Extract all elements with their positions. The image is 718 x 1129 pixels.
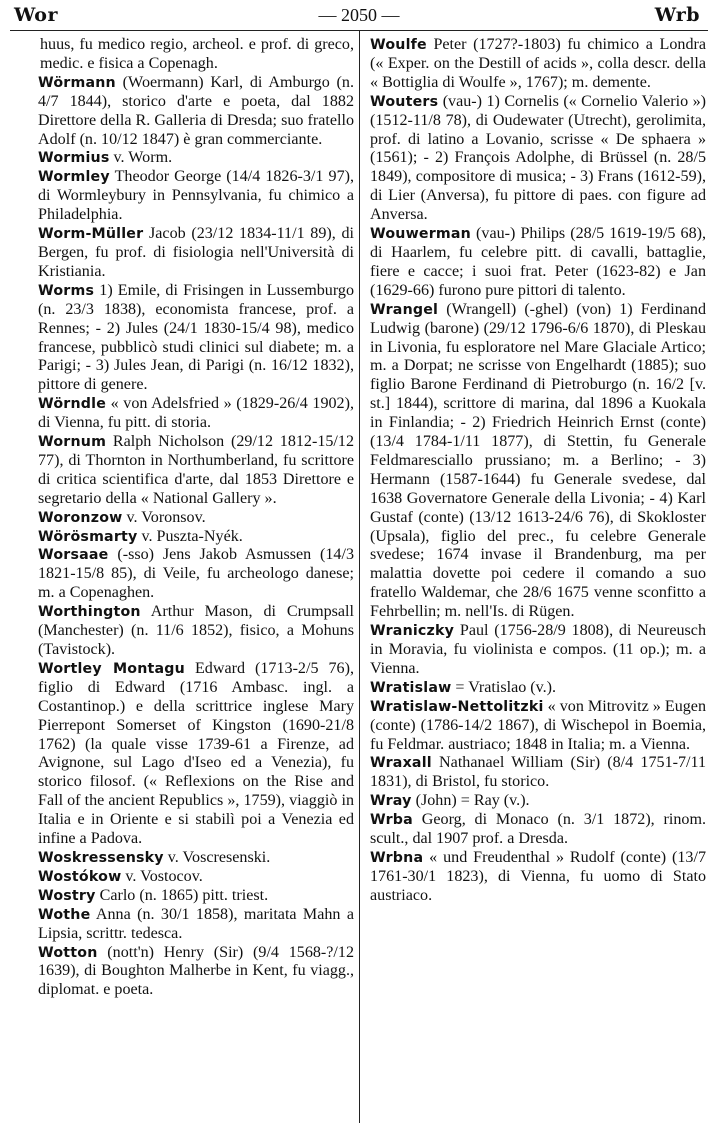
- dictionary-entry: [370, 622, 706, 679]
- entry-text: « und Freudenthal » Rudolf (conte) (13/7 1761-30/1 1823), di Vienna, fu uomo di Stato austriaco.: [370, 848, 706, 904]
- entry-headword: Wostry: [38, 887, 96, 904]
- dictionary-entry: [370, 754, 706, 792]
- dictionary-entry: [38, 149, 354, 168]
- entry-headword: Wornum: [38, 434, 107, 451]
- entry-headword: Wray: [370, 793, 412, 810]
- dictionary-entry: [370, 792, 706, 811]
- dictionary-entry: [38, 887, 354, 906]
- dictionary-entry: [370, 698, 706, 755]
- entry-text: (-sso) Jens Jakob Asmussen (14/3 1821-15/8 85), di Veile, fu archeologo danese; m. a Copenaghen.: [38, 546, 354, 602]
- entry-headword: Wraniczky: [370, 623, 455, 640]
- dictionary-entry: [370, 93, 706, 225]
- entry-text: Georg, di Monaco (n. 3/1 1872), rinom. scult., dal 1907 prof. a Dresda.: [370, 811, 706, 848]
- page-header: [10, 4, 708, 30]
- entry-headword: Woronzow: [38, 509, 123, 526]
- page-number: — 2050 —: [318, 5, 400, 25]
- entry-headword: Wrbna: [370, 849, 424, 866]
- left-column: [40, 36, 354, 1000]
- entry-text: (John) = Ray (v.).: [411, 792, 530, 810]
- entry-headword: Worthington: [38, 604, 141, 621]
- entry-text: Theodor George (14/4 1826-3/1 97), di Wormleybury in Pennsylvania, fu chimico a Philadelphia.: [38, 168, 354, 224]
- dictionary-entry: [38, 944, 354, 1001]
- dictionary-entry: [38, 395, 354, 433]
- entry-headword: Wotton: [38, 944, 98, 961]
- entry-text: Nathanael William (Sir) (8/4 1751-7/11 1831), di Bristol, fu storico.: [370, 754, 706, 791]
- dictionary-entry: [38, 168, 354, 225]
- entry-text: Arthur Mason, di Crumpsall (Manchester) (n. 11/6 1852), fisico, a Mohuns (Tavistock).: [38, 603, 354, 658]
- entry-text: Jacob (23/12 1834-11/1 89), di Bergen, fu prof. di fisiologia nell'Università di Kristiania.: [38, 225, 354, 280]
- right-column: [370, 36, 706, 906]
- column-divider: [359, 31, 360, 1123]
- dictionary-entry: [370, 36, 706, 93]
- header-last-word: Wrb: [654, 4, 700, 26]
- entry-headword: Wraxall: [370, 755, 432, 772]
- entry-headword: Wortley Montagu: [38, 660, 185, 677]
- continuation-text: huus, fu medico regio, archeol. e prof. di greco, medic. e fisica a Copenagh.: [40, 36, 354, 72]
- dictionary-entry: [38, 528, 354, 547]
- entry-text: « von Mitrovitz » Eugen (conte) (1786-14/2 1867), di Wischepol in Boemia, fu Feldmar. austriaco; 1848 in Italia; m. a Vienna.: [370, 697, 706, 753]
- entry-text: = Vratislao (v.).: [451, 678, 557, 696]
- entry-text: Paul (1756-28/9 1808), di Neureusch in Moravia, fu violinista e compos. (11 op.); m. a Vienna.: [370, 622, 706, 677]
- entry-text: Edward (1713-2/5 76), figlio di Edward (1716 Ambasc. ingl. a Costantinop.) e della scrittrice inglese Mary Pierrepont Somerset of Kingston (1690-21/8 1762) (la quale visse 1739-61 a Firenze, ad Avignone, sul Lago d'Iseo ed a Venezia), fu storico filosof. (« Reflexions on the Rise and Fall of the ancient Republics », 1759), viaggiò in Italia e in Oriente e si stabilì poi a Venezia ed infine a Padova.: [38, 659, 354, 848]
- entry-headword: Wouters: [370, 93, 439, 110]
- dictionary-entry: [38, 74, 354, 150]
- entry-headword: Worms: [38, 282, 95, 299]
- entry-headword: Wrba: [370, 812, 413, 829]
- entry-headword: Worm-Müller: [38, 226, 144, 243]
- entry-text: v. Voscresenski.: [163, 848, 271, 866]
- entry-text: v. Puszta-Nyék.: [137, 527, 243, 545]
- dictionary-entry: [370, 225, 706, 301]
- entry-headword: Woskressensky: [38, 849, 164, 866]
- entry-headword: Wrangel: [370, 301, 439, 318]
- dictionary-entry: [38, 282, 354, 395]
- entry-headword: Wratislaw: [370, 679, 452, 696]
- entry-text: v. Vostocov.: [121, 867, 203, 885]
- dictionary-entry: [370, 849, 706, 906]
- entry-text: v. Worm.: [109, 149, 173, 167]
- entry-text: « von Adelsfried » (1829-26/4 1902), di Vienna, fu pitt. di storia.: [38, 395, 354, 432]
- entry-text: Ralph Nicholson (29/12 1812-15/12 77), di Thornton in Northumberland, fu scrittore di critica scientifica d'arte, dal 1853 Direttore e segretario della « National Gallery ».: [38, 433, 354, 507]
- dictionary-entry: [38, 660, 354, 849]
- entry-headword: Worsaae: [38, 547, 109, 564]
- dictionary-entry: [370, 811, 706, 849]
- entry-text: Anna (n. 30/1 1858), maritata Mahn a Lipsia, scrittr. tedesca.: [38, 905, 354, 942]
- entry-text: Carlo (n. 1865) pitt. triest.: [95, 886, 269, 904]
- entry-text: (vau-) Philips (28/5 1619-19/5 68), di Haarlem, fu celebre pitt. di cavalli, battaglie, fiere e cacce; i suoi frat. Peter (1623-82) e Jan (1629-66) furono pure pittori di talento.: [370, 225, 706, 299]
- entry-text: 1) Emile, di Frisingen in Lussemburgo (n. 23/3 1838), economista francese, prof. a Rennes; - 2) Jules (24/1 1830-15/4 98), medico francese, pubblicò studi clinici sul diabete; m. a Parigi; - 3) Jules Jean, di Parigi (n. 16/12 1832), pittore di genere.: [38, 281, 354, 394]
- entry-headword: Wormley: [38, 169, 110, 186]
- entry-headword: Wouwerman: [370, 226, 471, 243]
- dictionary-entry: [370, 679, 706, 698]
- entry-text: (Wrangell) (-ghel) (von) 1) Ferdinand Ludwig (barone) (29/12 1796-6/6 1870), di Pleskau in Livonia, fu esploratore nel Mare Glaciale Artico; m. a Dorpat; ne scrisse von Engelhardt (1885); suo figlio Barone Ferdinand di Pietroburgo (n. 16/2 [v. st.] 1844), scrittore di marina, dal 1896 a Kuokala in Finlandia; - 2) Friedrich Heinrich Ernst (conte) (13/4 1784-1/11 1877), di Stettin, fu Generale Feldmaresciallo prussiano; m. a Berlino; - 3) Hermann (1587-1644) fu Generale svedese, dal 1638 Governatore Generale della Livonia; - 4) Karl Gustaf (conte) (13/12 1613-24/6 76), di Skokloster (Upsala), figlio del prec., fu celebre Generale svedese; 1674 invase il Brandenburg, ma per malattia dovette poi cedere il comando a suo fratello Waldemar, che 28/6 1675 venne sconfitto a Fehrbellin; m. nell'Is. di Rügen.: [370, 300, 706, 621]
- dictionary-entry: [370, 301, 706, 622]
- entry-headword: Wörndle: [38, 396, 107, 413]
- dictionary-entry: [38, 225, 354, 282]
- entry-text: Peter (1727?-1803) fu chimico a Londra (« Exper. on the Destill of acids », colla descr. della « Bottiglia di Woulfe », 1767); m. demente.: [370, 36, 706, 91]
- entry-text: (nott'n) Henry (Sir) (9/4 1568-?/12 1639), di Boughton Malherbe in Kent, fu viagg., diplomat. e poeta.: [38, 943, 354, 999]
- dictionary-entry: [38, 509, 354, 528]
- dictionary-entry: [38, 546, 354, 603]
- header-first-word: Wor: [14, 4, 58, 26]
- entry-text: v. Voronsov.: [122, 508, 206, 526]
- entry-headword: Wormius: [38, 150, 110, 167]
- entry-headword: Wostókow: [38, 868, 122, 885]
- entry-headword: Wothe: [38, 906, 91, 923]
- entry-headword: Woulfe: [370, 37, 427, 53]
- entry-text: (Woermann) Karl, di Amburgo (n. 4/7 1844), storico d'arte e poeta, dal 1882 Direttore della R. Galleria di Dresda; suo fratello Adolf (n. 10/12 1847) è gran commerciante.: [38, 73, 354, 148]
- dictionary-entry: [38, 603, 354, 660]
- entry-headword: Wörmann: [38, 74, 116, 91]
- dictionary-entry: [38, 868, 354, 887]
- dictionary-entry: [38, 849, 354, 868]
- dictionary-entry: [38, 906, 354, 944]
- dictionary-entry: [38, 433, 354, 509]
- entry-headword: Wörösmarty: [38, 528, 138, 545]
- entry-headword: Wratislaw-Nettolitzki: [370, 698, 544, 715]
- entry-text: (vau-) 1) Cornelis (« Cornelio Valerio ») (1512-11/8 78), di Oudewater (Utrecht), gerolimita, prof. di latino a Lovanio, scrisse « De sphaera » (1561); - 2) François Adolphe, di Brüssel (n. 28/5 1849), compositore di musica; - 3) Frans (1612-59), di Lier (Anversa), fu pittore di paes. con figure ad Anversa.: [370, 92, 706, 224]
